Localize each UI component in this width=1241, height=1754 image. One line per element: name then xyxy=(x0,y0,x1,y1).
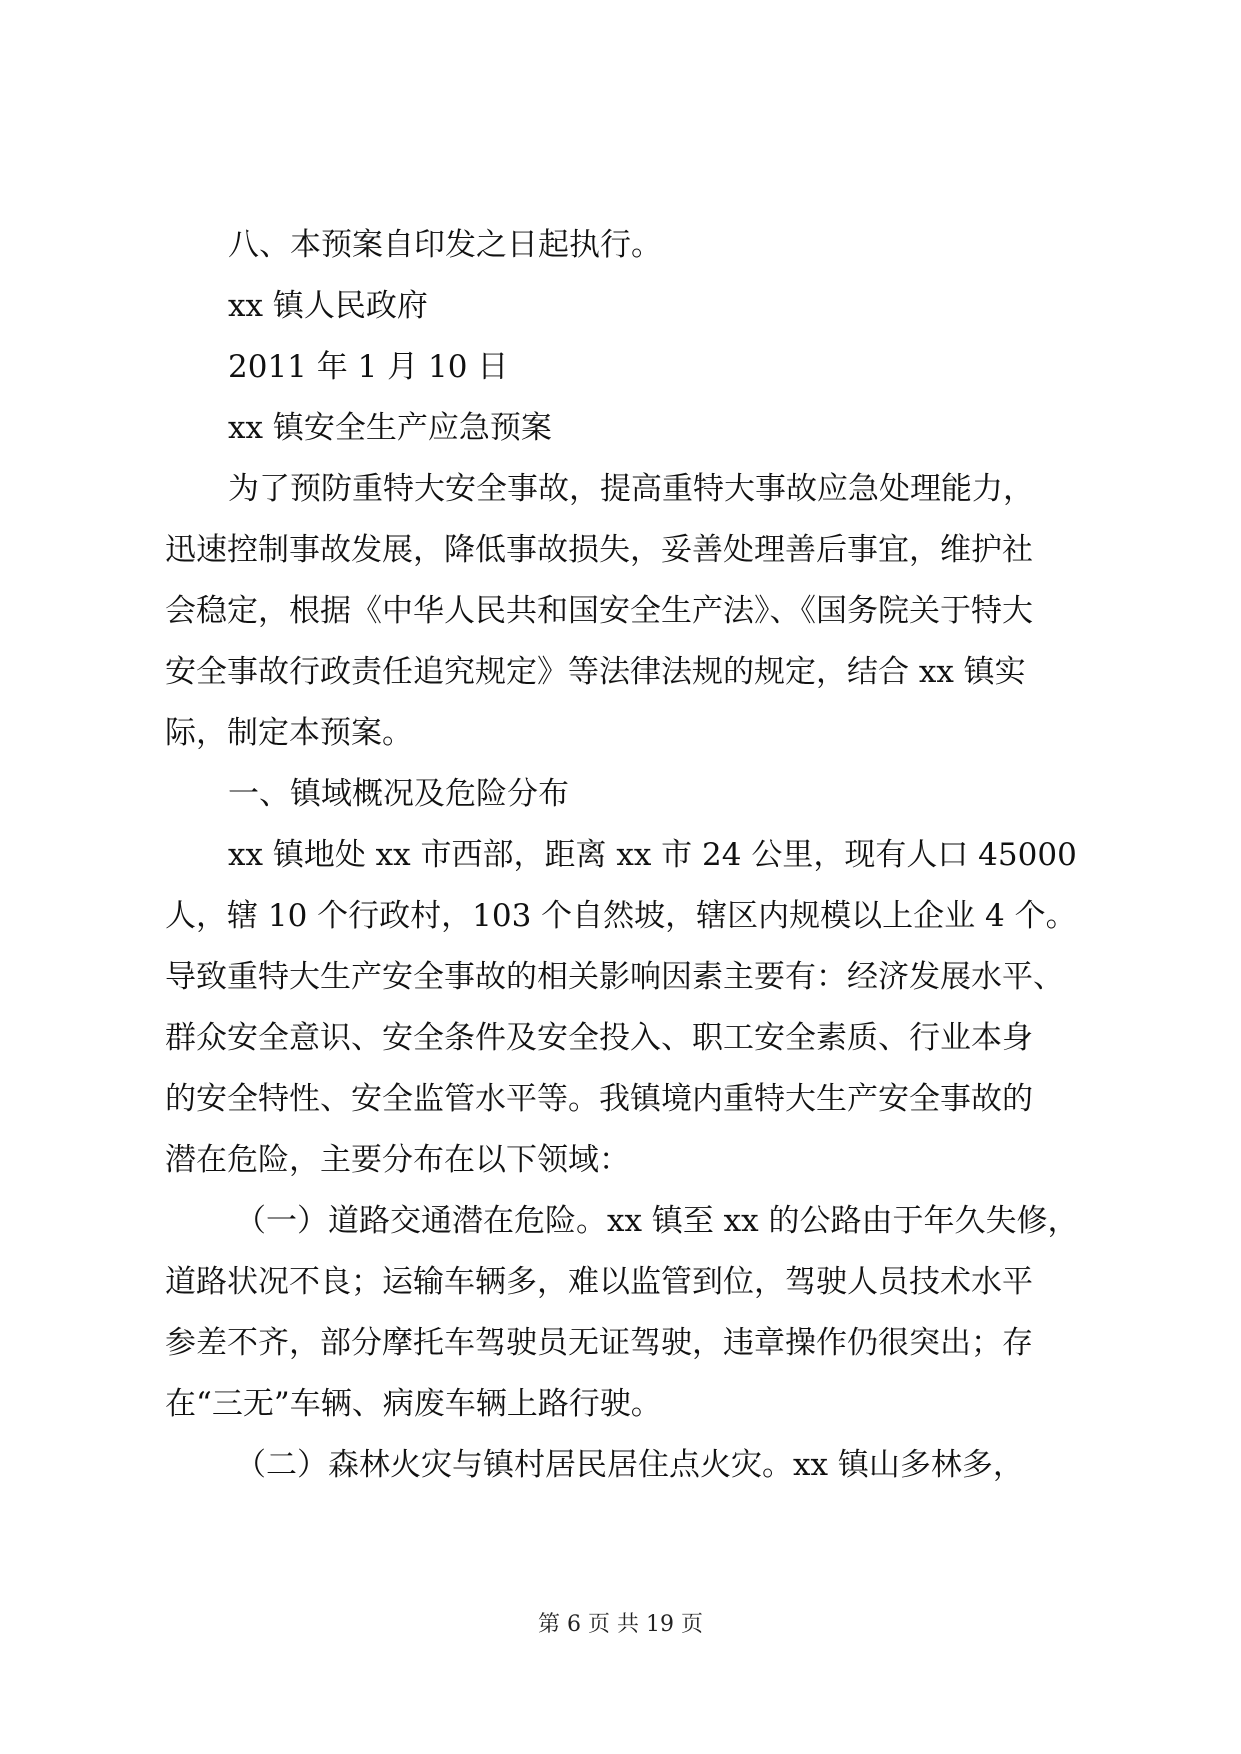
document-body xyxy=(165,215,1085,1496)
list-item-road-traffic: （一）道路交通潜在危险。xx 镇至 xx 的公路由于年久失修， xyxy=(235,1203,1079,1239)
text-line-article-8: 八、本预案自印发之日起执行。 xyxy=(228,227,662,263)
text-line-date: 2011 年 1 月 10 日 xyxy=(228,349,509,385)
text-line: 迅速控制事故发展，降低事故损失，妥善处理善后事宜，维护社 xyxy=(165,532,1033,568)
text-line: 潜在危险，主要分布在以下领域： xyxy=(165,1142,630,1178)
list-item-forest-fire: （二）森林火灾与镇村居民居住点火灾。xx 镇山多林多， xyxy=(235,1447,1024,1483)
document-title: xx 镇安全生产应急预案 xyxy=(228,410,552,446)
text-line: 的安全特性、安全监管水平等。我镇境内重特大生产安全事故的 xyxy=(165,1081,1033,1117)
text-line: 人，辖 10 个行政村，103 个自然坡，辖区内规模以上企业 4 个。 xyxy=(165,898,1077,934)
text-line: 为了预防重特大安全事故，提高重特大事故应急处理能力， xyxy=(228,471,1034,507)
text-line: 导致重特大生产安全事故的相关影响因素主要有：经济发展水平、 xyxy=(165,959,1064,995)
page-footer: 第 6 页 共 19 页 xyxy=(538,1612,703,1637)
text-line: 在“三无”车辆、病废车辆上路行驶。 xyxy=(165,1386,662,1422)
text-line: 会稳定，根据《中华人民共和国安全生产法》、《国务院关于特大 xyxy=(165,593,1033,629)
text-line: 参差不齐，部分摩托车驾驶员无证驾驶，违章操作仍很突出；存 xyxy=(165,1325,1033,1361)
text-line-issuer: xx 镇人民政府 xyxy=(228,288,428,324)
text-line: xx 镇地处 xx 市西部，距离 xx 市 24 公里，现有人口 45000 xyxy=(228,837,1077,873)
text-line: 安全事故行政责任追究规定》等法律法规的规定，结合 xx 镇实 xyxy=(165,654,1026,690)
text-line: 道路状况不良；运输车辆多，难以监管到位，驾驶人员技术水平 xyxy=(165,1264,1033,1300)
text-line: 际，制定本预案。 xyxy=(165,715,413,751)
section-heading: 一、镇域概况及危险分布 xyxy=(228,776,569,812)
text-line: 群众安全意识、安全条件及安全投入、职工安全素质、行业本身 xyxy=(165,1020,1033,1056)
